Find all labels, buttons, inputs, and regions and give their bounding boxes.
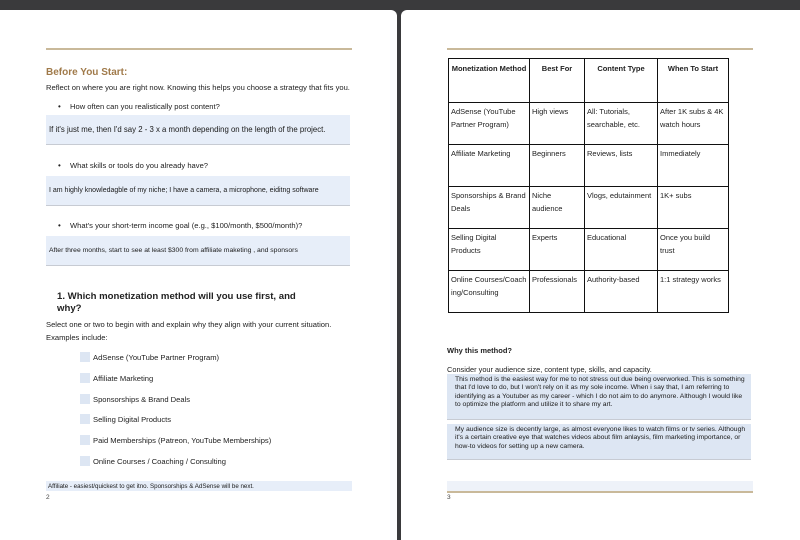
table-cell: Beginners	[530, 145, 585, 187]
table-header-row	[449, 59, 729, 103]
option-label: Sponsorships & Brand Deals	[93, 394, 191, 404]
checkbox[interactable]	[80, 435, 90, 445]
column-header: Content Type	[585, 59, 658, 103]
option-memberships[interactable]	[80, 435, 271, 445]
table-row	[449, 103, 729, 145]
column-header: Monetization Method	[449, 59, 530, 103]
header-rule	[46, 48, 352, 50]
checkbox[interactable]	[80, 414, 90, 424]
page-number: 3	[447, 494, 451, 501]
table-cell: After 1K subs & 4K watch hours	[658, 103, 729, 145]
table-cell: Educational	[585, 229, 658, 271]
footer-field[interactable]	[447, 481, 753, 491]
table-cell: Experts	[530, 229, 585, 271]
page-number: 2	[46, 494, 50, 501]
table-row	[449, 271, 729, 313]
answer-field-why-2[interactable]: My audience size is decently large, as almost everyone likes to watch films or tv series. Although it's a certain creative eye that watches videos about film anlaysis, film marketing importance, or how-to videos for setting up a new camera.	[447, 424, 751, 460]
option-sponsorships[interactable]	[80, 394, 190, 404]
column-header: Best For	[530, 59, 585, 103]
option-digital-products[interactable]	[80, 414, 171, 424]
table-cell: Authority-based	[585, 271, 658, 313]
table-cell: Affiliate Marketing	[449, 145, 530, 187]
table-cell: Once you build trust	[658, 229, 729, 271]
option-label: Selling Digital Products	[93, 414, 172, 424]
answer-field-2[interactable]: I am highly knowledagble of my niche; I have a camera, a microphone, eiditng software	[46, 176, 350, 206]
table-cell: 1K+ subs	[658, 187, 729, 229]
table-row	[449, 187, 729, 229]
why-description: Consider your audience size, content type, skills, and capacity.	[447, 365, 652, 374]
option-affiliate[interactable]	[80, 373, 153, 383]
table-row	[449, 145, 729, 187]
option-label: Affiliate Marketing	[93, 373, 154, 383]
why-title: Why this method?	[447, 346, 512, 355]
section-title: Before You Start:	[46, 67, 128, 78]
bullet-question-3: • What's your short-term income goal (e.g., $100/month, $500/month)?	[70, 221, 302, 230]
table-cell: Professionals	[530, 271, 585, 313]
document-page-left	[0, 10, 397, 540]
header-rule	[447, 48, 753, 50]
answer-field-1[interactable]: If it's just me, then I'd say 2 - 3 x a month depending on the length of the project.	[46, 115, 350, 145]
checkbox[interactable]	[80, 352, 90, 362]
table-cell: High views	[530, 103, 585, 145]
table-cell: All: Tutorials, searchable, etc.	[585, 103, 658, 145]
table-row	[449, 229, 729, 271]
monetization-table	[448, 58, 729, 313]
table-cell: AdSense (YouTube Partner Program)	[449, 103, 530, 145]
intro-text: Reflect on where you are right now. Knowing this helps you choose a strategy that fits you.	[46, 83, 350, 92]
table-cell: 1:1 strategy works	[658, 271, 729, 313]
question-description: Select one or two to begin with and explain why they align with your current situation. Examples include:	[46, 320, 332, 342]
question-heading: 1. Which monetization method will you use first, and why?	[57, 291, 296, 314]
checkbox[interactable]	[80, 373, 90, 383]
table-cell: Online Courses/Coaching/Consulting	[449, 271, 530, 313]
table-cell: Sponsorships & Brand Deals	[449, 187, 530, 229]
option-label: Paid Memberships (Patreon, YouTube Memberships)	[93, 435, 272, 445]
option-adsense[interactable]	[80, 352, 219, 362]
document-page-right	[401, 10, 800, 540]
table-cell: Immediately	[658, 145, 729, 187]
checkbox[interactable]	[80, 394, 90, 404]
option-label: Online Courses / Coaching / Consulting	[93, 456, 226, 466]
footnote-answer[interactable]: Affiliate - easiest/quickest to get itno. Sponsorships & AdSense will be next.	[46, 481, 352, 491]
bullet-question-1: • How often can you realistically post content?	[70, 102, 220, 111]
answer-field-why-1[interactable]: This method is the easiest way for me to not stress out due being overworked. This is something that I'd love to do, but I won't rely on it as my sole income. When i say that, I am referring to identifying as a Youtuber as my career - which I do not aim to do anymore. Although I would like to optimize the platform and utilize it to share my art.	[447, 374, 751, 420]
footer-rule	[447, 491, 753, 493]
option-label: AdSense (YouTube Partner Program)	[93, 352, 220, 362]
table-cell: Reviews, lists	[585, 145, 658, 187]
table-cell: Niche audience	[530, 187, 585, 229]
option-courses[interactable]	[80, 456, 226, 466]
table-cell: Selling Digital Products	[449, 229, 530, 271]
answer-field-3[interactable]: After three months, start to see at least $300 from affiliate maketing , and sponsors	[46, 236, 350, 266]
column-header: When To Start	[658, 59, 729, 103]
bullet-question-2: • What skills or tools do you already have?	[70, 161, 208, 170]
table-cell: Vlogs, edutainment	[585, 187, 658, 229]
checkbox[interactable]	[80, 456, 90, 466]
